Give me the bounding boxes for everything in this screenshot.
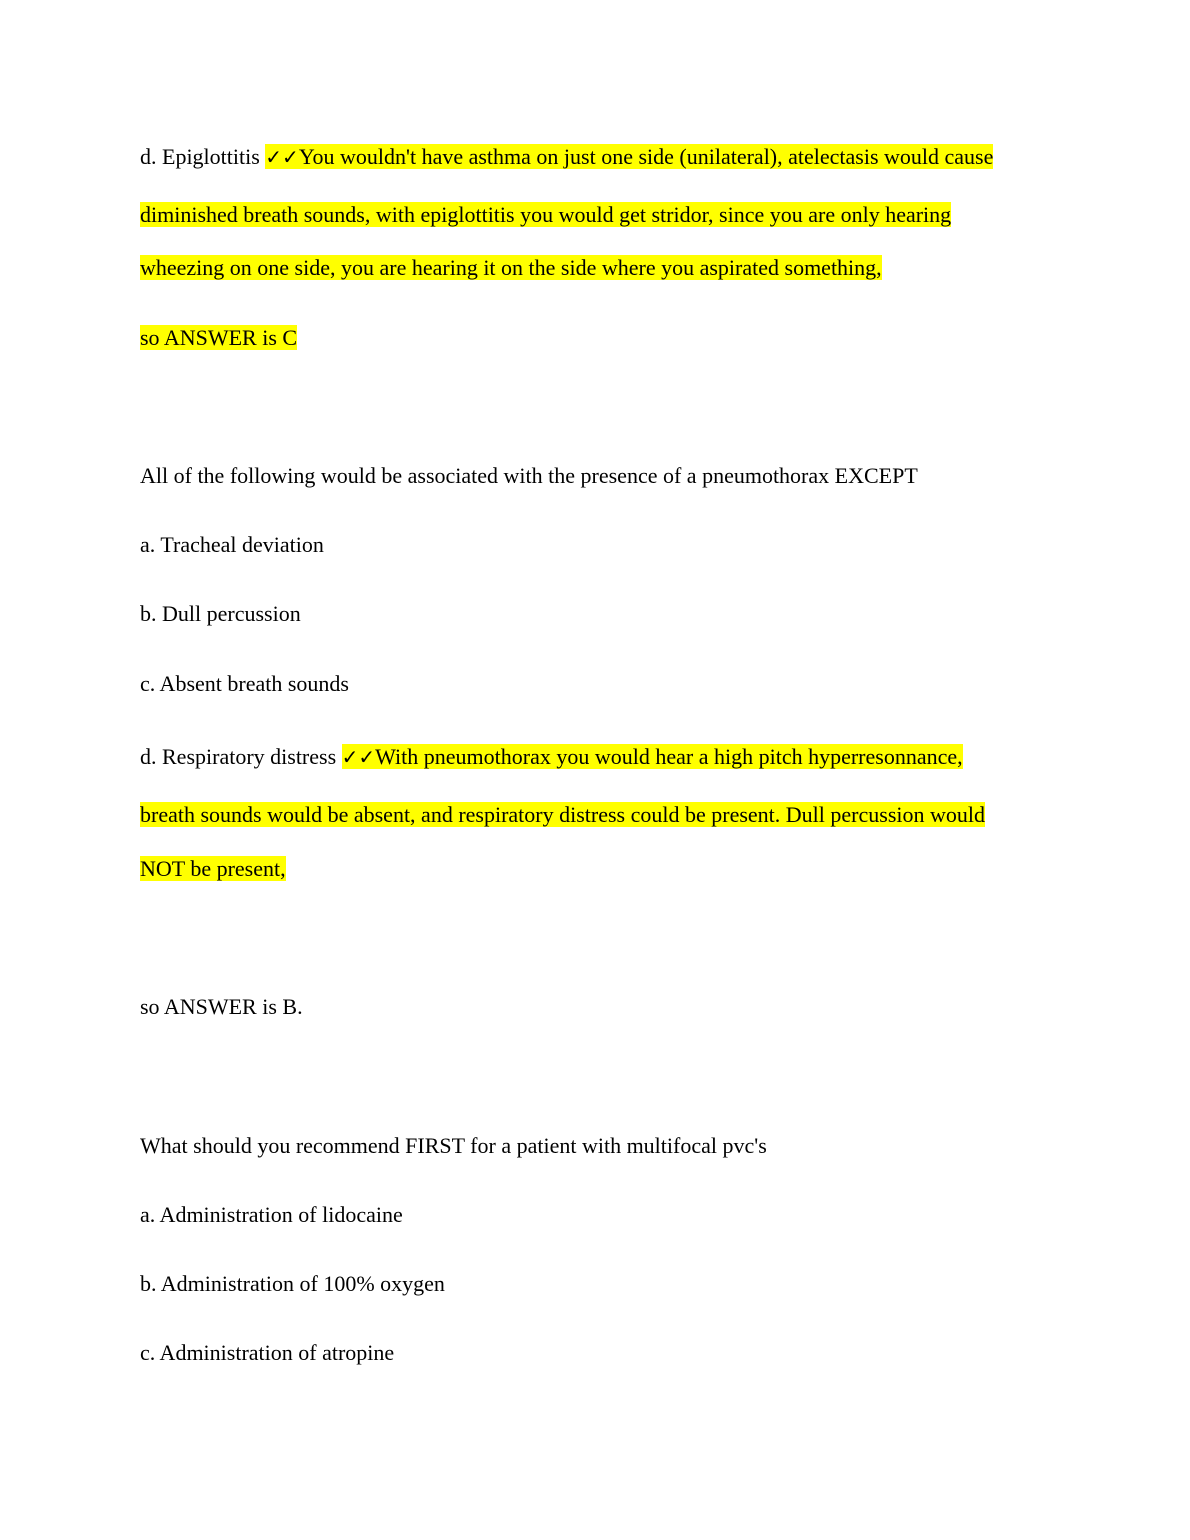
double-check-icon: ✓✓ [341,745,376,769]
q2-option-a: a. Tracheal deviation [140,532,324,557]
q2-explanation-line3: NOT be present, [140,856,286,881]
q1-option-d-line [140,142,993,172]
q2-explanation-highlight [342,744,963,769]
q2-option-c: c. Absent breath sounds [140,671,349,696]
q2-answer: so ANSWER is B. [140,994,303,1019]
q2-explanation-line2: breath sounds would be absent, and respiratory distress could be present. Dull percussion would [140,802,985,827]
q3-stem: What should you recommend FIRST for a patient with multifocal pvc's [140,1133,767,1158]
q2-explanation-line2-row [140,800,985,830]
q1-answer: so ANSWER is C [140,325,298,350]
q2-stem: All of the following would be associated with the presence of a pneumothorax EXCEPT [140,463,918,488]
q2-option-d-line [140,742,963,772]
double-check-icon: ✓✓ [265,145,299,169]
q3-option-b: b. Administration of 100% oxygen [140,1271,445,1296]
q2-explanation-line1: With pneumothorax you would hear a high pitch hyperresonnance, [375,744,963,769]
q1-explanation-line3-row [140,253,882,283]
q3-option-a: a. Administration of lidocaine [140,1202,403,1227]
q2-option-d: d. Respiratory distress [140,744,342,769]
q3-option-c: c. Administration of atropine [140,1340,395,1365]
q1-explanation-line1: You wouldn't have asthma on just one side (unilateral), atelectasis would cause [298,144,994,169]
q1-option-d: d. Epiglottitis [140,144,266,169]
q1-explanation-highlight [265,144,993,169]
q1-explanation-line3: wheezing on one side, you are hearing it on the side where you aspirated something, [140,255,882,280]
q2-explanation-line3-row [140,854,286,884]
q1-explanation-line2-row [140,200,951,230]
q2-option-b: b. Dull percussion [140,601,301,626]
q1-explanation-line2: diminished breath sounds, with epiglottitis you would get stridor, since you are only hearing [140,202,952,227]
q1-answer-row [140,323,297,353]
